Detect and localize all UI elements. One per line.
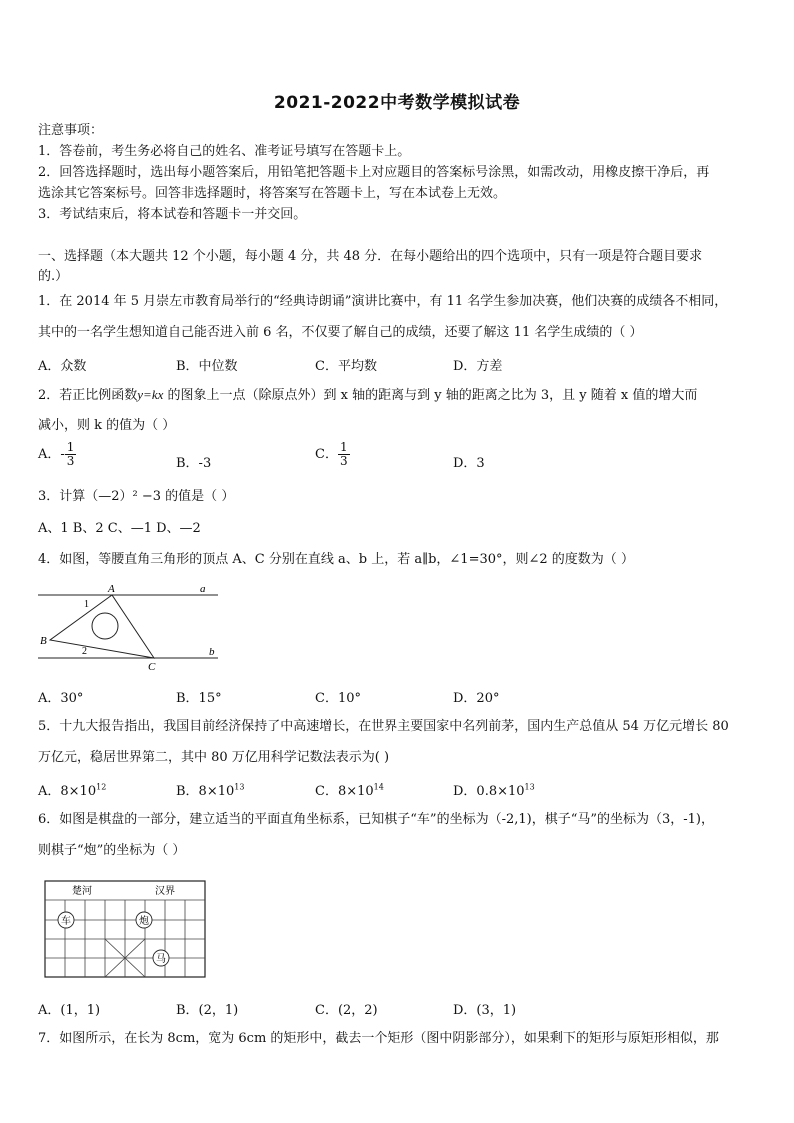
fraction-numerator: 1: [66, 440, 75, 454]
fraction-denominator: 3: [339, 454, 348, 468]
q1-option-d: D．方差: [453, 359, 503, 374]
q4-text: 4．如图，等腰直角三角形的顶点 A、C 分别在直线 a、b 上，若 a∥b，∠1=30°，则∠2 的度数为（ ）: [38, 552, 634, 567]
q2-text-a: 2．若正比例函数: [38, 388, 138, 403]
label-C: C: [148, 661, 156, 672]
board-grid: [45, 900, 205, 977]
q1-option-b: B．中位数: [176, 359, 238, 374]
q6-option-d: D．(3，1): [453, 1003, 517, 1018]
q5-text: 5．十九大报告指出，我国目前经济保持了中高速增长，在世界主要国家中名列前茅，国内生产总值从 54 万亿元增长 80: [38, 719, 729, 734]
option-base: B．8×10: [176, 784, 235, 799]
note-item: 3．考试结束后，将本试卷和答题卡一并交回。: [38, 207, 307, 222]
option-base: A．8×10: [38, 784, 97, 799]
option-base: C．8×10: [315, 784, 374, 799]
q2-text-cont: 减小，则 k 的值为（ ）: [38, 418, 176, 433]
option-exponent: 13: [524, 782, 535, 792]
circle: [92, 613, 118, 639]
q1-text-cont: 其中的一名学生想知道自己能否进入前 6 名，不仅要了解自己的成绩，还要了解这 11 名学生成绩的（ ）: [38, 325, 643, 340]
han-jie-label: 汉界: [155, 886, 175, 897]
q2-option-c-label: C．: [315, 447, 338, 462]
q4-option-c: C．10°: [315, 691, 361, 706]
fraction: [338, 441, 350, 468]
q5-option-b: [176, 780, 244, 799]
q3-text: 3．计算（—2）² −3 的值是（ ）: [38, 489, 235, 504]
q6-text: 6．如图是棋盘的一部分，建立适当的平面直角坐标系，已知棋子“车”的坐标为（-2,1)，棋子“马”的坐标为（3，-1)，: [38, 812, 715, 827]
q6-option-a: A．(1，1): [38, 1003, 101, 1018]
q2-option-c: [315, 441, 350, 468]
q4-option-b: B．15°: [176, 691, 222, 706]
section-heading-cont: 的.）: [38, 269, 69, 284]
chu-he-label: 楚河: [72, 886, 92, 897]
option-exponent: 14: [373, 782, 384, 792]
notes-heading: 注意事项：: [38, 123, 104, 138]
angle-2-label: 2: [82, 646, 87, 657]
q5-option-d: [453, 780, 535, 799]
label-B: B: [40, 635, 47, 647]
q1-option-a: A．众数: [38, 359, 87, 374]
q6-chessboard-figure: [44, 880, 206, 980]
q6-option-c: C．(2，2): [315, 1003, 378, 1018]
triangle: [50, 595, 154, 658]
q2-option-a-label: A．-: [38, 447, 65, 462]
piece-ma-label: 马: [156, 954, 166, 965]
q4-triangle-figure: [36, 578, 222, 672]
piece-pao-label: 炮: [139, 916, 149, 927]
label-a: a: [200, 583, 206, 595]
q2-option-b: B．-3: [176, 456, 212, 471]
q6-text-cont: 则棋子“炮”的坐标为（ ）: [38, 843, 186, 858]
q2-function: y=kx: [137, 387, 164, 402]
piece-che-label: 车: [61, 916, 71, 927]
option-base: D．0.8×10: [453, 784, 525, 799]
q7-text: 7．如图所示，在长为 8cm，宽为 6cm 的矩形中，截去一个矩形（图中阴影部分），如果剩下的矩形与原矩形相似，那: [38, 1031, 719, 1046]
section-heading: 一、选择题（本大题共 12 个小题，每小题 4 分，共 48 分．在每小题给出的四个选项中，只有一项是符合题目要求: [38, 249, 703, 264]
label-A: A: [108, 583, 115, 595]
fraction-numerator: 1: [339, 440, 348, 454]
q3-options: A、1 B、2 C、—1 D、—2: [38, 521, 201, 536]
label-b: b: [209, 646, 215, 658]
q5-text-cont: 万亿元，稳居世界第二，其中 80 万亿用科学记数法表示为( ): [38, 750, 390, 765]
q1-text: 1．在 2014 年 5 月崇左市教育局举行的“经典诗朗诵”演讲比赛中，有 11 名学生参加决赛，他们决赛的成绩各不相同，: [38, 294, 728, 309]
q1-option-c: C．平均数: [315, 359, 377, 374]
q4-option-a: A．30°: [38, 691, 84, 706]
q2-option-a: [38, 441, 76, 468]
fraction: [65, 441, 77, 468]
page-title: 2021-2022中考数学模拟试卷: [273, 93, 521, 113]
option-exponent: 12: [96, 782, 107, 792]
q5-option-a: [38, 780, 106, 799]
q6-option-b: B．(2，1): [176, 1003, 239, 1018]
q4-option-d: D．20°: [453, 691, 500, 706]
q2-option-d: D．3: [453, 456, 485, 471]
q2-text: [38, 386, 697, 405]
fraction-denominator: 3: [66, 454, 75, 468]
q2-text-b: 的图象上一点（除原点外）到 x 轴的距离与到 y 轴的距离之比为 3，且 y 随着 x 值的增大而: [163, 388, 698, 403]
q5-option-c: [315, 780, 384, 799]
note-item: 1．答卷前，考生务必将自己的姓名、准考证号填写在答题卡上。: [38, 144, 411, 159]
note-item: 选涂其它答案标号。回答非选择题时，将答案写在答题卡上，写在本试卷上无效。: [38, 186, 507, 201]
option-exponent: 13: [234, 782, 245, 792]
note-item: 2．回答选择题时，选出每小题答案后，用铅笔把答题卡上对应题目的答案标号涂黑，如需改动，用橡皮擦干净后，再: [38, 165, 710, 180]
angle-1-label: 1: [84, 599, 89, 610]
